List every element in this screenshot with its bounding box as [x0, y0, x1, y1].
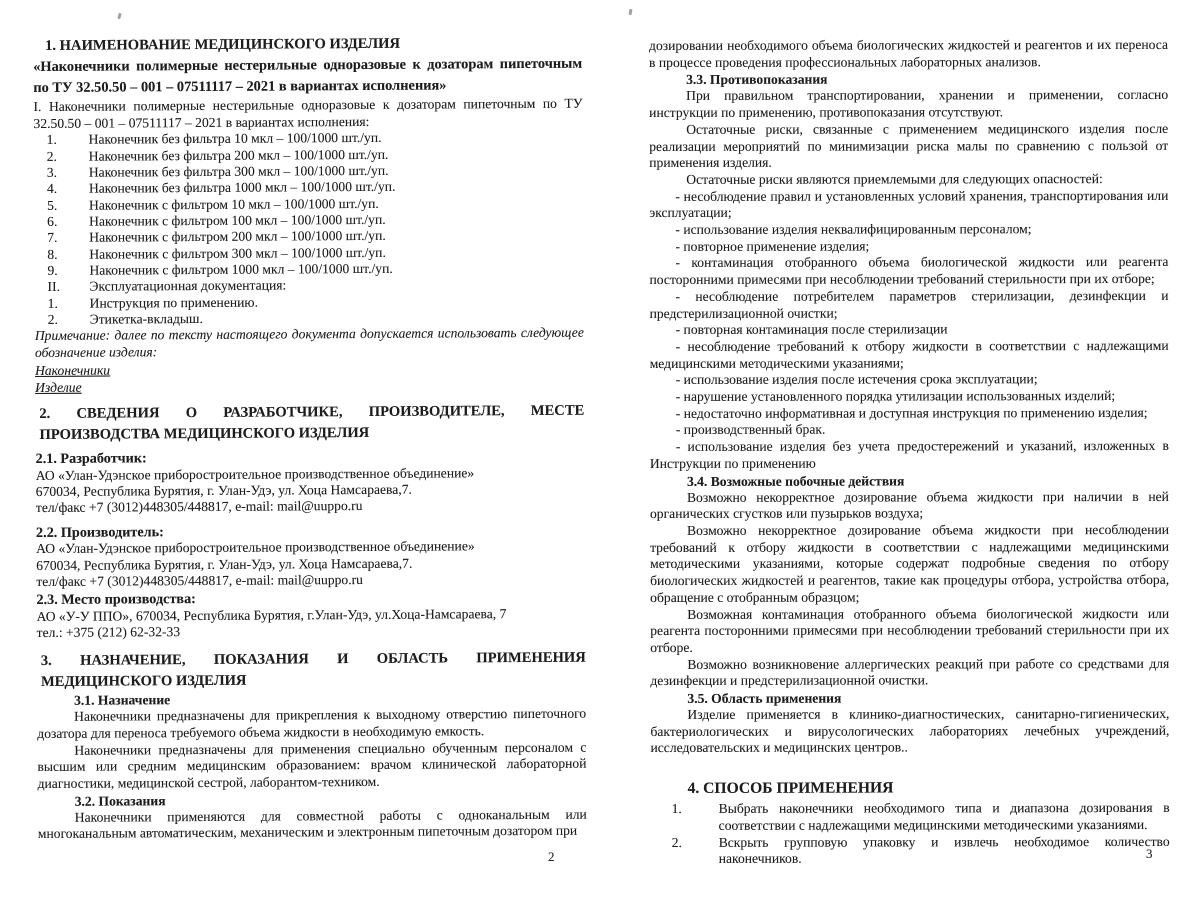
list-item-text: Наконечник с фильтром 300 мкл – 100/1000 шт./уп.	[89, 244, 386, 262]
indications-continuation: дозировании необходимого объема биологических жидкостей и реагентов и их переноса в процессе проведения профессиональных лабораторных анализов.	[649, 36, 1169, 70]
list-item-text: Наконечник с фильтром 100 мкл – 100/1000 шт./уп.	[89, 211, 386, 229]
page-2-column	[33, 33, 587, 844]
list-item-number: 1.	[47, 295, 58, 311]
risk-bullet: - несоблюдение требований к отбору жидкости в соответствии с надлежащими медицинскими методическими указаниями;	[649, 337, 1169, 371]
developer-name: АО «Улан-Удэнское приборостроительное производственное объединение»	[35, 465, 475, 484]
developer-address: 670034, Республика Бурятия, г. Улан-Удэ, ул. Хоца Намсараева,7.	[35, 481, 412, 500]
section-1-heading: 1. НАИМЕНОВАНИЕ МЕДИЦИНСКОГО ИЗДЕЛИЯ	[45, 35, 401, 54]
list-item-text: Наконечник с фильтром 200 мкл – 100/1000 шт./уп.	[89, 228, 386, 246]
section-3-4-title: 3.4. Возможные побочные действия	[686, 473, 905, 489]
list-item-text: Эксплуатационная документация:	[89, 277, 287, 295]
contraindications-paragraph-1: При правильном транспортировании, хранении и применении, согласно инструкции по применению, противопоказания отсутствуют.	[649, 87, 1169, 121]
list-item-text: Этикетка-вкладыш.	[89, 311, 203, 327]
risk-bullet: - несоблюдение правил и установленных условий хранения, транспортирования или эксплуатации;	[649, 187, 1169, 221]
list-item-text: Наконечник без фильтра 300 мкл – 100/1000 шт./уп.	[88, 162, 389, 180]
method-step-number: 2.	[671, 834, 682, 850]
list-item-text: Наконечник без фильтра 10 мкл – 100/1000 шт./уп.	[88, 130, 382, 147]
purpose-paragraph-1: Наконечники предназначены для прикрепления к выходному отверстию пипеточного дозатора для переноса требуемого объема жидкости в необходимую емкость.	[37, 705, 587, 741]
risk-bullet: - использование изделия без учета предостережений и указаний, изложенных в Инструкции по применению	[649, 438, 1169, 471]
manufacturer-address: 670034, Республика Бурятия, г. Улан-Удэ, ул. Хоца Намсараева,7.	[36, 555, 413, 573]
section-3-2-title: 3.2. Показания	[74, 792, 166, 809]
application-area-paragraph: Изделие применяется в клинико-диагностических, санитарно-гигиенических, бактериологических и вирусологических лабораториях лечебных учреждений, исследовательских и медицинских центров..	[650, 705, 1170, 756]
production-site-phone: тел.: +375 (212) 62-32-33	[36, 624, 181, 641]
manufacturer-contacts: тел/факс +7 (3012)448305/448817, e-mail: mail@uuppo.ru	[36, 571, 363, 589]
developer-contacts: тел/факс +7 (3012)448305/448817, e-mail: mail@uuppo.ru	[35, 498, 363, 516]
list-item-number: 8.	[47, 246, 58, 262]
variants-intro: I. Наконечники полимерные нестерильные одноразовые к дозаторам пипеточным по ТУ 32.50.50 – 001 – 07511117 – 2021 в вариантах исполнения:	[33, 95, 583, 131]
section-3-3-title: 3.3. Противопоказания	[686, 72, 828, 88]
list-item-number: 4.	[46, 181, 58, 197]
section-2-2-title: 2.2. Производитель:	[35, 523, 164, 541]
scan-artifact	[117, 13, 121, 20]
risk-bullet: - контаминация отобранного объема биологической жидкости или реагента посторонними примесями при несоблюдении требований стерильности при их отборе;	[649, 254, 1169, 288]
risk-bullet: - использование изделия после истечения срока эксплуатации;	[675, 371, 1038, 388]
list-item-number: II.	[47, 279, 61, 295]
device-name-subtitle: «Наконечники полимерные нестерильные одноразовые к дозаторам пипеточным по ТУ 32.50.50 – 001 – 07511117 – 2021 в вариантах исполнения»	[33, 55, 583, 96]
section-2-1-title: 2.1. Разработчик:	[35, 450, 147, 468]
list-item-text: Наконечник без фильтра 200 мкл – 100/1000 шт./уп.	[88, 146, 389, 164]
list-item-number: 1.	[46, 132, 57, 148]
risk-bullet: - нарушение установленного порядка утилизации использованных изделий;	[675, 388, 1116, 405]
list-item-number: 6.	[47, 213, 58, 229]
method-step-text: Выбрать наконечники необходимого типа и диапазона дозирования в соответствии с надлежащими медицинскими методическими указаниями.	[718, 800, 1170, 833]
section-2-heading: 2. СВЕДЕНИЯ О РАЗРАБОТЧИКЕ, ПРОИЗВОДИТЕЛЕ, МЕСТЕ ПРОИЗВОДСТВА МЕДИЦИНСКОГО ИЗДЕЛИЯ	[39, 402, 585, 443]
contraindications-paragraph-3: Остаточные риски являются приемлемыми для следующих опасностей:	[686, 170, 1103, 187]
method-step	[651, 800, 1170, 834]
list-item-text: Наконечник без фильтра 1000 мкл – 100/1000 шт./уп.	[88, 179, 396, 197]
side-effects-paragraph-3: Возможная контаминация отобранного объема биологической жидкости или реагента посторонними примесями при несоблюдении требований стерильности при их отборе.	[650, 605, 1170, 655]
risk-bullet: - производственный брак.	[675, 422, 826, 438]
side-effects-paragraph-4: Возможно возникновение аллергических реакций при работе со средствами для дезинфекции и предстерилизационной очистки.	[650, 655, 1170, 689]
method-step	[651, 833, 1170, 867]
section-4-heading: 4. СПОСОБ ПРИМЕНЕНИЯ	[687, 779, 894, 798]
method-step-number: 1.	[671, 801, 682, 817]
risk-bullet: - повторная контаминация после стерилизации	[675, 321, 948, 338]
section-3-5-title: 3.5. Область применения	[687, 690, 842, 706]
list-item-number: 2.	[46, 148, 57, 164]
term-nakonechniki: Наконечники	[34, 362, 111, 378]
list-item-number: 5.	[46, 197, 58, 213]
section-2-3-title: 2.3. Место производства:	[36, 591, 196, 609]
section-3-heading: 3. НАЗНАЧЕНИЕ, ПОКАЗАНИЯ И ОБЛАСТЬ ПРИМЕНЕНИЯ МЕДИЦИНСКОГО ИЗДЕЛИЯ	[40, 649, 586, 690]
purpose-paragraph-2: Наконечники предназначены для применения специально обученным персоналом с высшим или средним медицинским образованием: врачом клинической лабораторной диагностики, медицинской сестрой, лаборантом-техником.	[37, 739, 587, 792]
page-number-right: 3	[1146, 846, 1153, 861]
list-item-number: 9.	[47, 262, 58, 278]
risk-bullet: - использование изделия неквалифицированным персоналом;	[675, 221, 1032, 237]
list-item-text: Инструкция по применению.	[89, 294, 259, 311]
production-site-address: АО «У-У ППО», 670034, Республика Бурятия, г.Улан-Удэ, ул.Хоца-Намсараева, 7	[36, 605, 507, 624]
side-effects-paragraph-2: Возможно некорректное дозирование объема жидкости при несоблюдении требований к отбору жидкости в соответствии с надлежащими медицинскими методическими указаниями, которые содержат подробные сведения по отбору биологических жидкостей и реагентов, такие как процедуры отбора, устройства отбора, обращение с отобранным образцом;	[650, 521, 1170, 605]
list-item-number: 7.	[47, 230, 58, 246]
term-izdelie: Изделие	[35, 379, 82, 396]
risk-bullet: - недостаточно информативная и доступная инструкция по применению изделия;	[675, 404, 1148, 421]
manufacturer-name: АО «Улан-Удэнское приборостроительное производственное объединение»	[36, 538, 475, 557]
scan-artifact	[629, 9, 633, 15]
indications-paragraph: Наконечники применяются для совместной работы с одноканальным или многоканальным автоматическим, механическим и электронным пипеточным дозатором при	[37, 806, 587, 842]
page-3-column	[649, 37, 1170, 868]
note-paragraph: Примечание: далее по тексту настоящего документа допускается использовать следующее обозначение изделия:	[34, 325, 584, 361]
side-effects-paragraph-1: Возможно некорректное дозирование объема жидкости при наличии в ней органических сгустков или пузырьков воздуха;	[649, 488, 1169, 522]
list-item-number: 3.	[46, 164, 58, 180]
method-step-text: Вскрыть групповую упаковку и извлечь необходимое количество наконечников.	[718, 833, 1170, 867]
risk-bullet: - повторное применение изделия;	[675, 238, 870, 254]
page-number-left: 2	[548, 849, 555, 864]
list-item-number: 2.	[47, 311, 58, 328]
section-3-1-title: 3.1. Назначение	[74, 692, 171, 709]
risk-bullet: - несоблюдение потребителем параметров стерилизации, дезинфекции и предстерилизационной очистки;	[649, 287, 1169, 321]
list-item-text: Наконечник с фильтром 1000 мкл – 100/1000 шт./уп.	[89, 260, 393, 278]
contraindications-paragraph-2: Остаточные риски, связанные с применением медицинского изделия после реализации мероприятий по минимизации риска малы по сравнению с пользой от применения изделия.	[649, 120, 1169, 171]
list-item-text: Наконечник с фильтром 10 мкл – 100/1000 шт./уп.	[88, 195, 379, 213]
